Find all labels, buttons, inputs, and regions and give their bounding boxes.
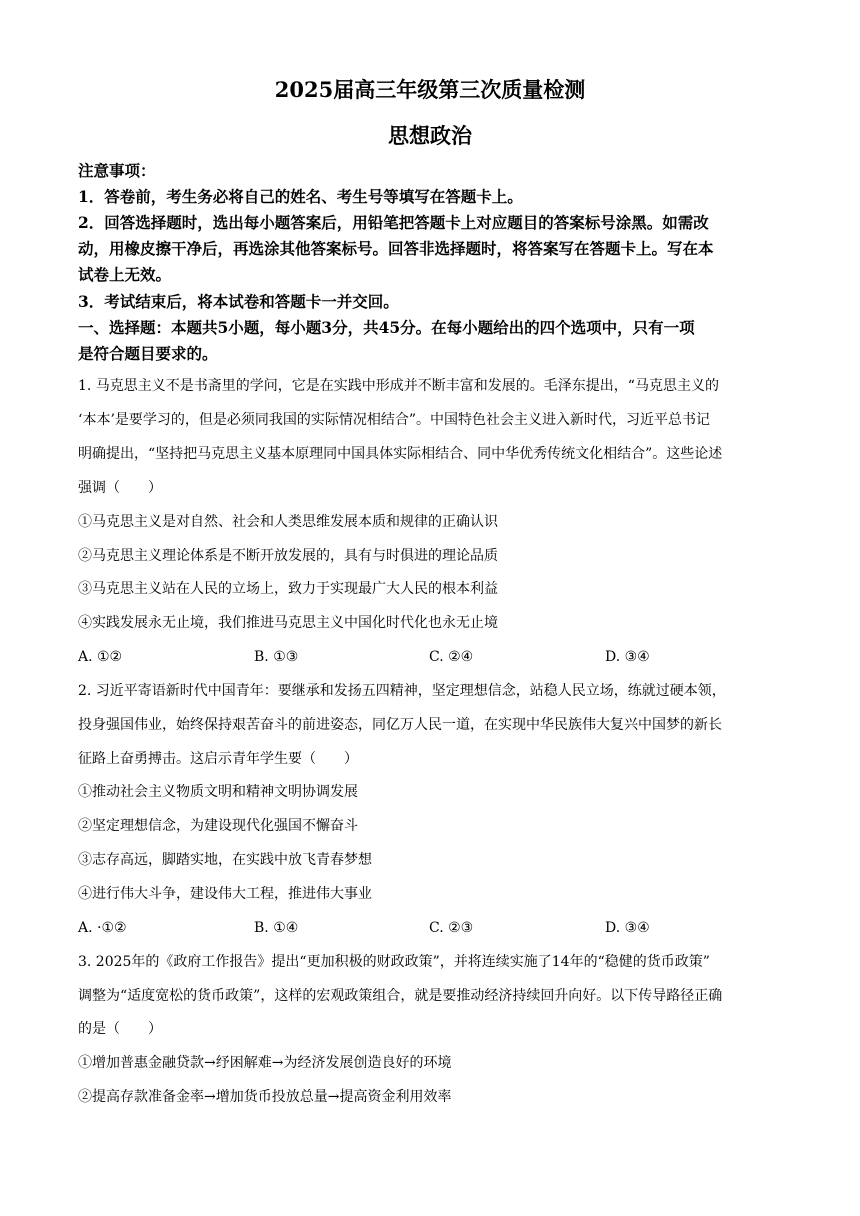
question-2-item: ④进行伟大斗争，建设伟大工程，推进伟大事业 <box>78 886 372 902</box>
question-1-stem: 强调（ ） <box>78 480 162 496</box>
question-3-stem: 的是（ ） <box>78 1021 162 1037</box>
question-1-item: ④实践发展永无止境，我们推进马克思主义中国化时代化也永无止境 <box>78 615 498 631</box>
question-1-stem: 1. 马克思主义不是书斋里的学问，它是在实践中形成并不断丰富和发展的。毛泽东提出，“马克思主义的 <box>78 378 719 394</box>
question-3-item: ①增加普惠金融贷款→纾困解难→为经济发展创造良好的环境 <box>78 1055 452 1071</box>
question-1-item: ②马克思主义理论体系是不断开放发展的，具有与时俱进的理论品质 <box>78 548 498 564</box>
question-2-item: ①推动社会主义物质文明和精神文明协调发展 <box>78 784 358 800</box>
question-1-stem: ‘本本’是要学习的，但是必须同我国的实际情况相结合”。中国特色社会主义进入新时代，习近平总书记 <box>78 412 711 428</box>
question-1-option-a: A. ①② <box>78 649 123 665</box>
question-2-option-b: B. ①④ <box>254 920 299 936</box>
notice-line: 试卷上无效。 <box>78 265 172 284</box>
question-1-option-b: B. ①③ <box>254 649 299 665</box>
question-3-item: ②提高存款准备金率→增加货币投放总量→提高资金利用效率 <box>78 1089 452 1105</box>
question-1-option-d: D. ③④ <box>605 649 650 665</box>
notice-heading: 注意事项： <box>78 161 156 180</box>
question-2-option-a: A. ·①② <box>78 920 127 936</box>
subject-title: 思想政治 <box>388 123 472 148</box>
question-2-stem: 征路上奋勇搏击。这启示青年学生要（ ） <box>78 751 358 767</box>
question-1-option-c: C. ②④ <box>429 649 474 665</box>
section-heading: 是符合题目要求的。 <box>78 344 218 363</box>
question-2-option-d: D. ③④ <box>605 920 650 936</box>
question-3-stem: 3. 2025年的《政府工作报告》提出“更加积极的财政政策”，并将连续实施了14年的“稳健的货币政策” <box>78 954 710 970</box>
question-2-item: ②坚定理想信念，为建设现代化强国不懈奋斗 <box>78 818 358 834</box>
notice-line: 1．答卷前，考生务必将自己的姓名、考生号等填写在答题卡上。 <box>78 187 523 206</box>
question-3-stem: 调整为“适度宽松的货币政策”，这样的宏观政策组合，就是要推动经济持续回升向好。以下传导路径正确 <box>78 988 723 1004</box>
question-2-item: ③志存高远，脚踏实地，在实践中放飞青春梦想 <box>78 852 372 868</box>
notice-line: 2．回答选择题时，选出每小题答案后，用铅笔把答题卡上对应题目的答案标号涂黑。如需改 <box>78 213 709 232</box>
notice-line: 动，用橡皮擦干净后，再选涂其他答案标号。回答非选择题时，将答案写在答题卡上。写在本 <box>78 239 714 258</box>
question-2-option-c: C. ②③ <box>429 920 474 936</box>
notice-line: 3．考试结束后，将本试卷和答题卡一并交回。 <box>78 292 399 311</box>
question-1-stem: 明确提出，“坚持把马克思主义基本原理同中国具体实际相结合、同中华优秀传统文化相结合”。这些论述 <box>78 446 723 462</box>
exam-title: 2025届高三年级第三次质量检测 <box>274 77 586 102</box>
question-1-item: ①马克思主义是对自然、社会和人类思维发展本质和规律的正确认识 <box>78 514 498 530</box>
section-heading: 一、选择题：本题共5小题，每小题3分，共45分。在每小题给出的四个选项中，只有一项 <box>78 318 695 337</box>
question-2-stem: 2. 习近平寄语新时代中国青年：要继承和发扬五四精神，坚定理想信念，站稳人民立场，练就过硬本领， <box>78 683 726 699</box>
question-2-stem: 投身强国伟业，始终保持艰苦奋斗的前进姿态，同亿万人民一道，在实现中华民族伟大复兴中国梦的新长 <box>78 717 722 733</box>
question-1-item: ③马克思主义站在人民的立场上，致力于实现最广大人民的根本利益 <box>78 581 498 597</box>
